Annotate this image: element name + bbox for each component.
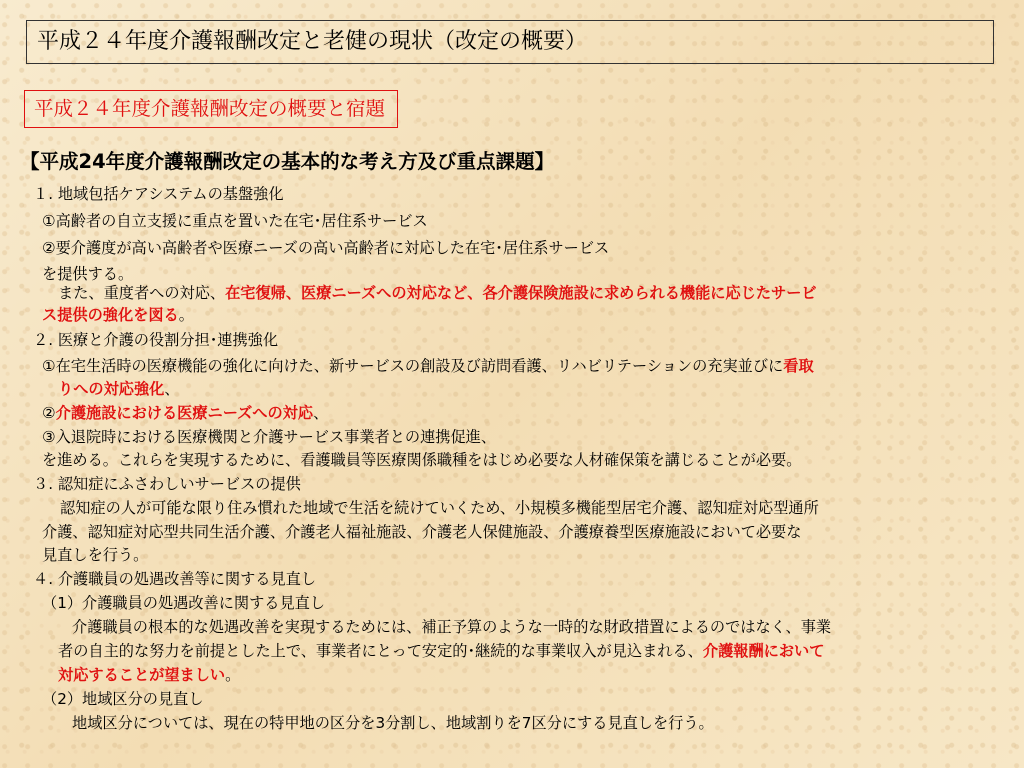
section2-item1-prefix: ①在宅生活時の医療機能の強化に向けた、新サービスの創設及び訪問看護、リハビリテーションの充実並びに (42, 357, 784, 375)
section4-title: ４. 介護職員の処遇改善等に関する見直し (33, 570, 317, 588)
section1-also-line1 (58, 283, 817, 303)
section-heading: 【平成24年度介護報酬改定の基本的な考え方及び重点課題】 (20, 150, 555, 173)
section3-line2: 介護、認知症対応型共同生活介護、介護老人福祉施設、介護老人保健施設、介護療養型医療施設において必要な (42, 523, 802, 541)
section1-also-emphasis2: ス提供の強化を図る (42, 306, 179, 324)
section1-also-end: 。 (178, 306, 194, 324)
section1-provide: を提供する。 (42, 265, 134, 283)
section2-closing: を進める。これらを実現するために、看護職員等医療関係職種をはじめ必要な人材確保策を講じることが必要。 (42, 451, 802, 469)
section4-sub1-line3-end: 。 (225, 666, 241, 684)
section2-item1-emphasis2: りへの対応強化 (58, 380, 165, 398)
section4-sub1-title: （1）介護職員の処遇改善に関する見直し (42, 594, 326, 612)
section2-item2-emphasis: 介護施設における医療ニーズへの対応 (55, 404, 314, 422)
section1-also-prefix: また、重度者への対応、 (58, 284, 226, 302)
section1-also-line2 (42, 305, 194, 325)
section4-sub1-line3 (58, 665, 240, 685)
section4-sub1-line3-emphasis: 対応することが望ましい (58, 666, 226, 684)
section2-item2-end: 、 (313, 404, 329, 422)
section1-item2: ②要介護度が高い高齢者や医療ニーズの高い高齢者に対応した在宅･居住系サービス (42, 239, 610, 257)
section2-item1-end: 、 (164, 380, 180, 398)
section4-sub1-line1: 介護職員の根本的な処遇改善を実現するためには、補正予算のような一時的な財政措置によるのではなく、事業 (72, 618, 832, 636)
section3-line3: 見直しを行う。 (42, 546, 149, 564)
section4-sub2-title: （2）地域区分の見直し (42, 690, 204, 708)
section1-title: １. 地域包括ケアシステムの基盤強化 (33, 185, 284, 203)
section2-item1-line2 (58, 379, 180, 399)
section4-sub1-line2-prefix: 者の自主的な努力を前提とした上で、事業者にとって安定的･継続的な事業収入が見込まれる、 (58, 642, 703, 660)
section1-item1: ①高齢者の自立支援に重点を置いた在宅･居住系サービス (42, 212, 428, 230)
section4-sub1-line2 (58, 641, 824, 661)
section2-item3: ③入退院時における医療機関と介護サービス事業者との連携促進、 (42, 428, 497, 446)
section2-item2 (42, 403, 328, 423)
section2-item2-prefix: ② (42, 404, 56, 422)
section2-title: ２. 医療と介護の役割分担･連携強化 (33, 331, 279, 349)
section3-title: ３. 認知症にふさわしいサービスの提供 (33, 475, 301, 493)
section4-sub2-line1: 地域区分については、現在の特甲地の区分を3分割し、地域割りを7区分にする見直しを行う。 (72, 714, 714, 732)
section1-also-emphasis1: 在宅復帰、医療ニーズへの対応など、各介護保険施設に求められる機能に応じたサービ (225, 284, 817, 302)
section3-line1: 認知症の人が可能な限り住み慣れた地域で生活を続けていくため、小規模多機能型居宅介護、認知症対応型通所 (60, 499, 819, 517)
section2-item1-line1 (42, 356, 814, 376)
subtitle-box: 平成２４年度介護報酬改定の概要と宿題 (24, 90, 398, 128)
slide-title: 平成２４年度介護報酬改定と老健の現状（改定の概要） (26, 20, 994, 64)
section2-item1-emphasis1: 看取 (783, 357, 814, 375)
section4-sub1-line2-emphasis: 介護報酬において (702, 642, 825, 660)
